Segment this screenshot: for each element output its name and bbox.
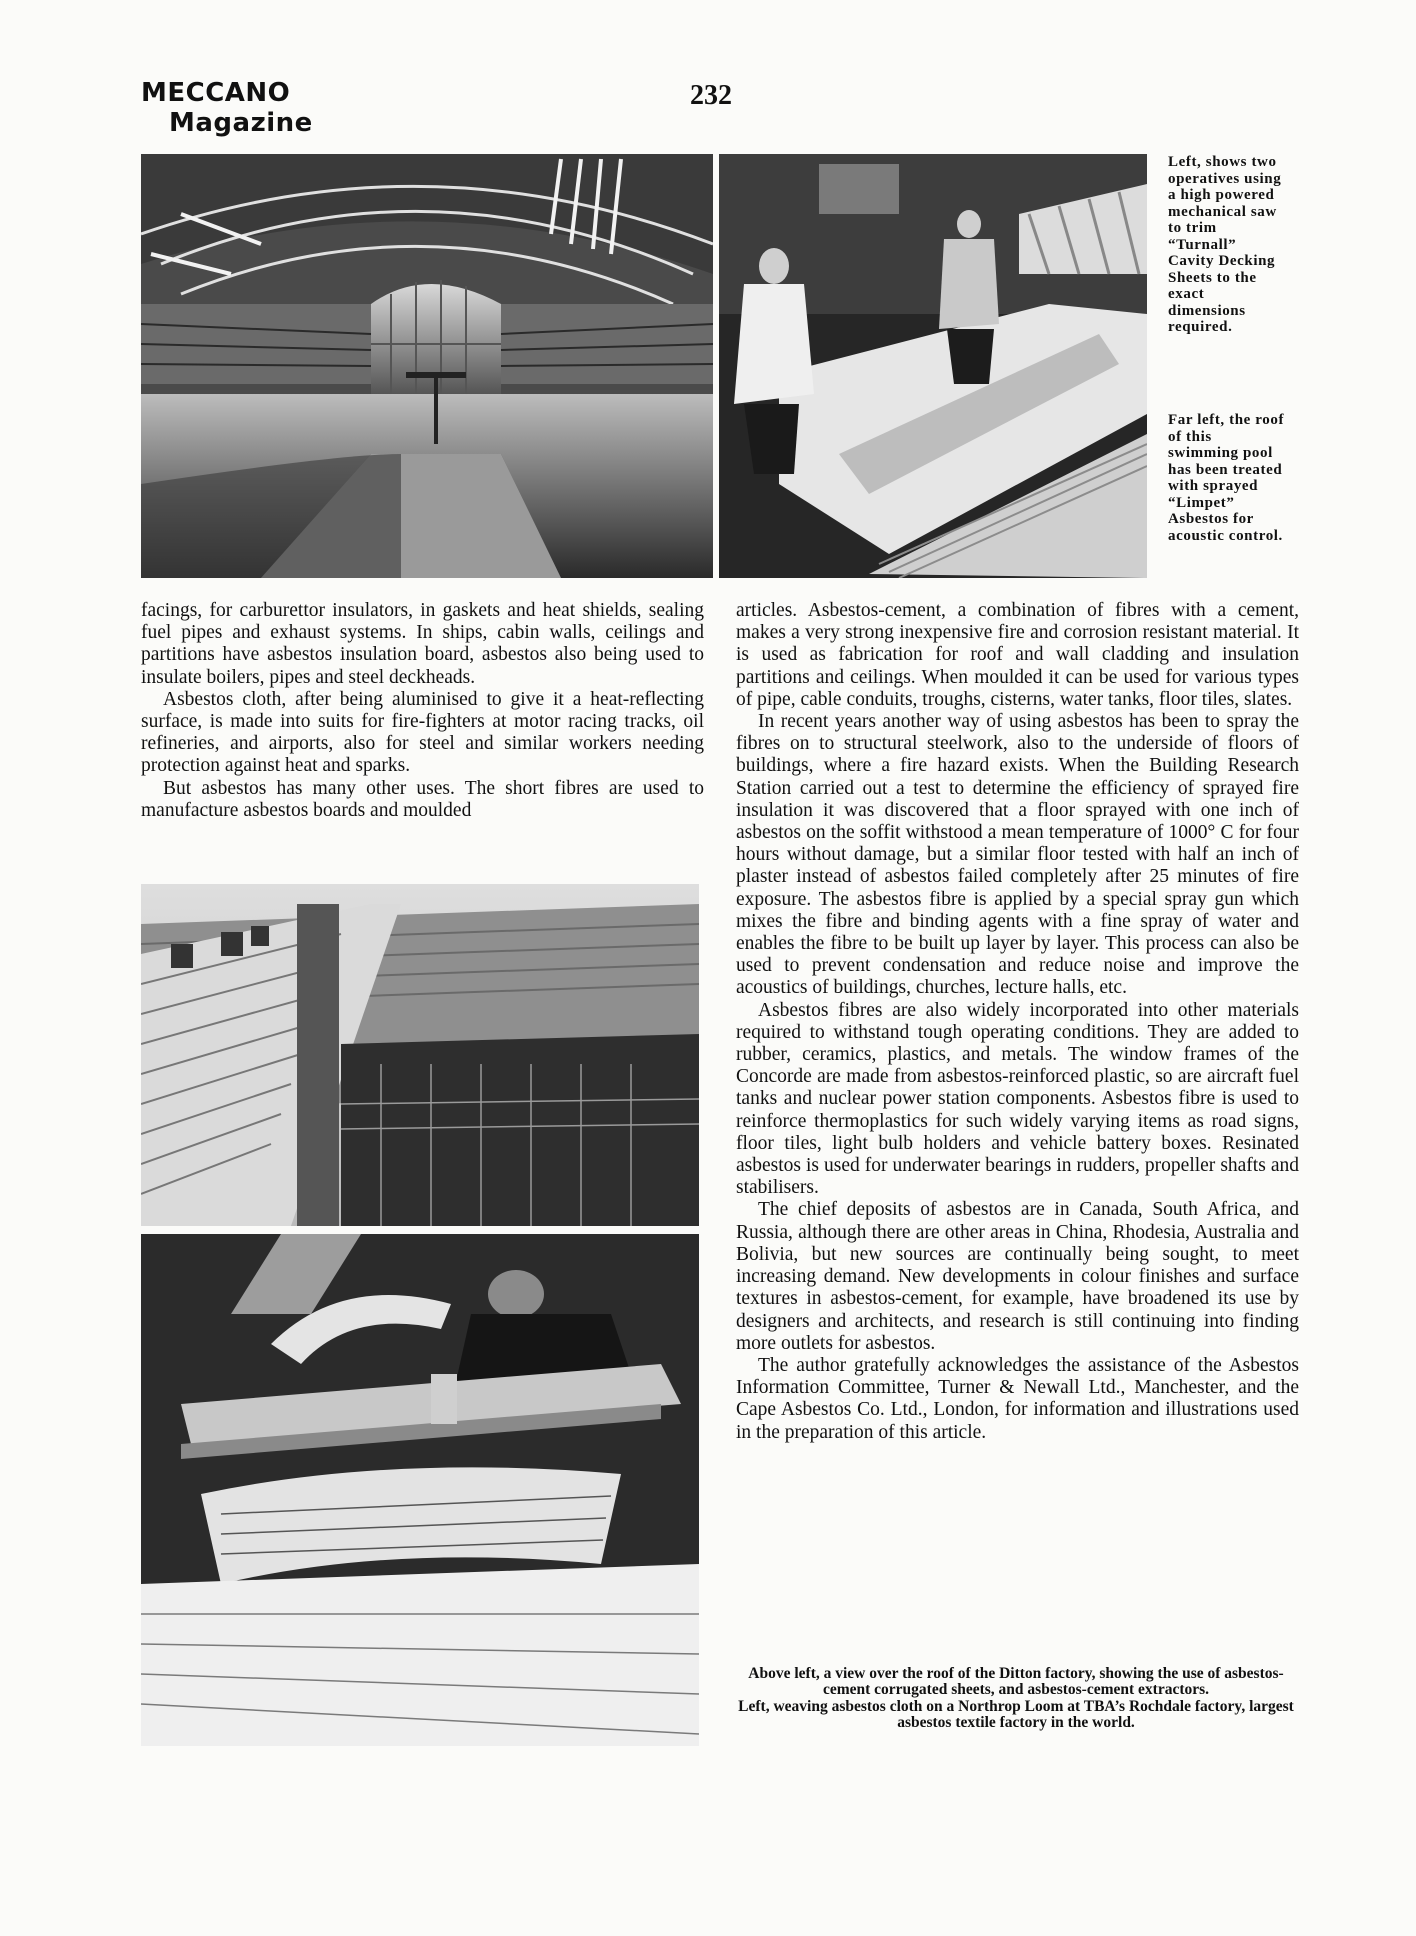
masthead-subtitle: Magazine (169, 108, 313, 138)
paragraph: In recent years another way of using asbestos has been to spray the fibres on to structural steelwork, also to the underside of floors of buildings, where a fire hazard exists. When the Building Research Station carried out a test to determine the efficiency of sprayed fire insulation it was discovered that a floor sprayed with one inch of asbestos on the soffit withstood a mean temperature of 1000° C for four hours without damage, but a similar floor tested with half an inch of plaster instead of asbestos failed completely after 25 minutes of fire exposure. The asbestos fibre is applied by a special spray gun which mixes the fibre and binding agents with a fine spray of water and enables the fibre to be built up layer by layer. This process can also be used to prevent condensation and reduce noise and improve the acoustics of buildings, churches, lecture halls, etc. (736, 711, 1299, 999)
paragraph: But asbestos has many other uses. The short fibres are used to manufacture asbestos boards and moulded (141, 777, 704, 821)
paragraph: Asbestos fibres are also widely incorporated into other materials required to withstand tough operating conditions. They are added to rubber, ceramics, plastics, and metals. The window frames of the Concorde are made from asbestos-reinforced plastic, so are aircraft fuel tanks and nuclear power station components. Asbestos fibre is used to reinforce thermoplastics for such widely varying items as road signs, floor tiles, light bulb holders and vehicle battery boxes. Resinated asbestos is used for underwater bearings in rudders, propeller shafts and stabilisers. (736, 999, 1299, 1199)
paragraph: articles. Asbestos-cement, a combination of fibres with a cement, makes a very strong inexpensive fire and corrosion resistant material. It is used as fabrication for roof and wall cladding and insulation partitions and ceilings. When moulded it can be used for various types of pipe, cable conduits, troughs, cisterns, water tanks, floor tiles, slates. (736, 600, 1299, 710)
page-number: 232 (690, 80, 732, 111)
saw-caption: Left, shows two operatives using a high powered mechanical saw to trim “Turnall” Cavity Decking Sheets to the exact dimensions required. (1168, 154, 1282, 335)
paragraph: facings, for carburettor insulators, in gaskets and heat shields, sealing fuel pipes and exhaust systems. In ships, cabin walls, ceilings and partitions have asbestos insulation board, asbestos also being used to insulate boilers, pipes and steel deckheads. (141, 600, 704, 688)
loom-caption: Left, weaving asbestos cloth on a Northrop Loom at TBA’s Rochdale factory, largest asbestos textile factory in the world. (738, 1697, 1294, 1732)
swimming-pool-photo (141, 154, 713, 578)
factory-roof-photo (141, 884, 699, 1226)
paragraph: The chief deposits of asbestos are in Canada, South Africa, and Russia, although there are other areas in China, Rhodesia, Australia and Bolivia, but new sources are continually being sought, to meet increasing demand. New developments in colour finishes and surface textures in asbestos-cement, for example, have broadened its use by designers and architects, and research is still continuing into finding more outlets for asbestos. (736, 1199, 1299, 1354)
left-column (141, 600, 704, 822)
masthead-title: MECCANO (141, 78, 291, 108)
pool-caption: Far left, the roof of this swimming pool has been treated with sprayed “Limpet” Asbestos for acoustic control. (1168, 412, 1285, 544)
right-column (736, 600, 1299, 1444)
photo-captions (734, 1666, 1298, 1732)
saw-operatives-photo (719, 154, 1147, 578)
weaving-loom-photo (141, 1234, 699, 1746)
paragraph: Asbestos cloth, after being aluminised to give it a heat-reflecting surface, is made into suits for fire-fighters at motor racing tracks, oil refineries, and airports, also for steel and similar workers needing protection against heat and sparks. (141, 688, 704, 777)
masthead (141, 78, 381, 138)
paragraph: The author gratefully acknowledges the assistance of the Asbestos Information Committee, Turner & Newall Ltd., Manchester, and the Cape Asbestos Co. Ltd., London, for information and illustrations used in the preparation of this article. (736, 1354, 1299, 1443)
factory-caption: Above left, a view over the roof of the Ditton factory, showing the use of asbestos-cement corrugated sheets, and asbestos-cement extractors. (748, 1665, 1284, 1699)
